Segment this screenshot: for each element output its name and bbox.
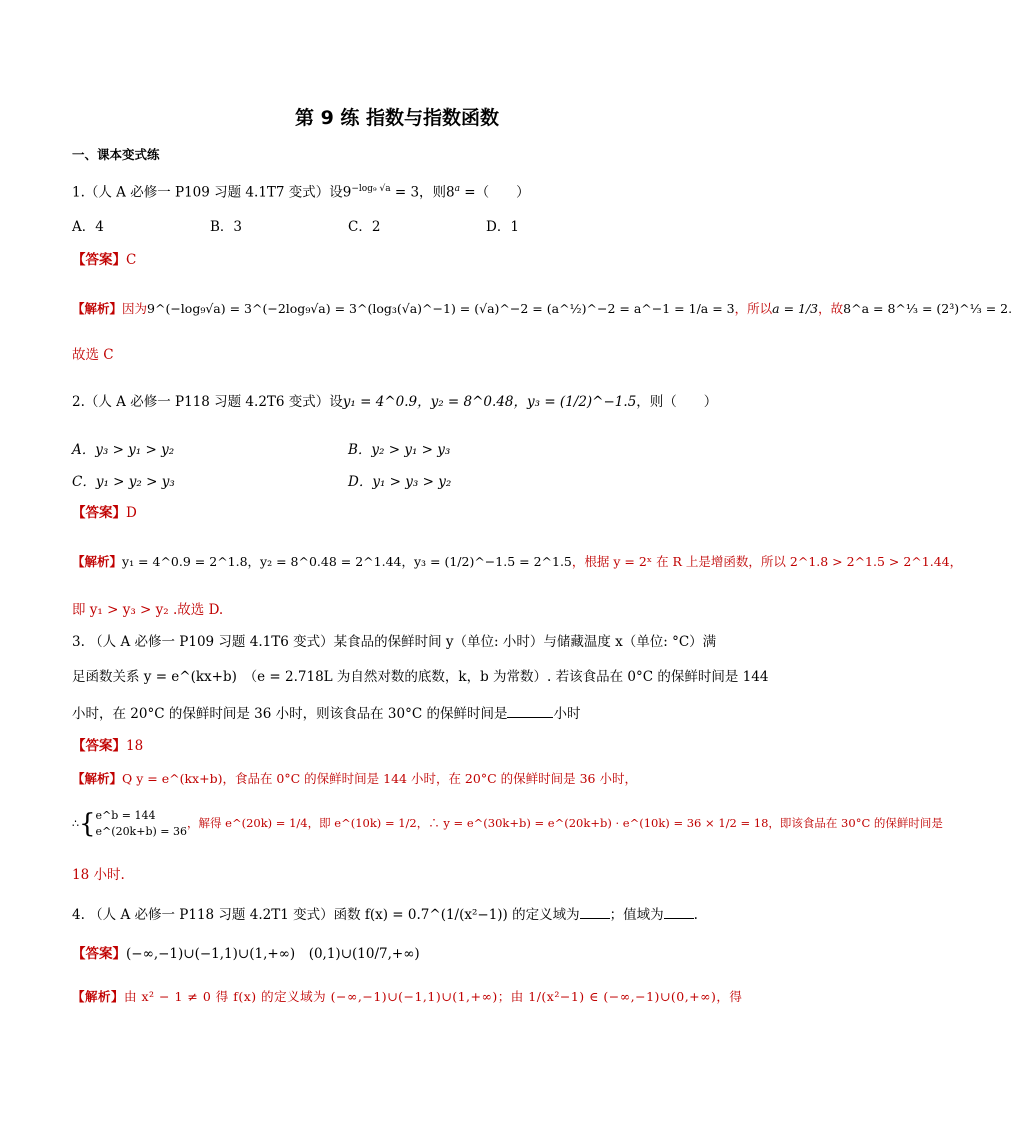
question-3-line-1: 3. （人 A 必修一 P109 习题 4.1T6 变式）某食品的保鲜时间 y（单位: 小时）与储藏温度 x（单位: °C）满 bbox=[72, 634, 717, 650]
q2-option-b: B．y₂ > y₁ > y₃ bbox=[348, 442, 451, 458]
q1-option-d: D．1 bbox=[486, 219, 519, 235]
question-2-stem: 2.（人 A 必修一 P118 习题 4.2T6 变式）设y₁ = 4^0.9，y₂ = 8^0.48，y₃ = (1/2)^−1.5，则（ ） bbox=[72, 394, 718, 410]
q4-range-blank bbox=[664, 906, 694, 919]
q1-analysis: 【解析】因为9^(−log₉√a) = 3^(−2log₉√a) = 3^(log₃(√a)^−1) = (√a)^−2 = (a^½)^−2 = a^−1 = 1/a = 3，所以a = 1/3，故8^a = 8^⅓ = (2³)^⅓ = 2. bbox=[72, 301, 1012, 316]
q1-stem-text: 1.（人 A 必修一 P109 习题 4.1T7 变式）设 bbox=[72, 184, 343, 201]
q2-analysis-conclusion: 即 y₁ > y₃ > y₂ .故选 D. bbox=[72, 602, 224, 618]
q4-domain-blank bbox=[580, 906, 610, 919]
q2-analysis: 【解析】y₁ = 4^0.9 = 2^1.8，y₂ = 8^0.48 = 2^1.44，y₃ = (1/2)^−1.5 = 2^1.5，根据 y = 2ˣ 在 R 上是增函数，所以 2^1.8 > 2^1.5 > 2^1.44， bbox=[72, 554, 963, 569]
q2-option-a: A．y₃ > y₁ > y₂ bbox=[72, 442, 175, 458]
q3-answer: 【答案】18 bbox=[72, 738, 144, 754]
q1-option-c: C．2 bbox=[348, 219, 381, 235]
q2-option-c: C．y₁ > y₂ > y₃ bbox=[72, 474, 175, 490]
q2-option-d: D．y₁ > y₃ > y₂ bbox=[348, 474, 452, 490]
q1-option-a: A．4 bbox=[72, 219, 104, 235]
q1-answer: 【答案】C bbox=[72, 252, 137, 268]
q3-analysis-line-1: 【解析】Q y = e^(kx+b)，食品在 0°C 的保鲜时间是 144 小时，在 20°C 的保鲜时间是 36 小时， bbox=[72, 771, 637, 786]
page-title: 第 9 练 指数与指数函数 bbox=[294, 107, 500, 129]
q2-answer: 【答案】D bbox=[72, 505, 137, 521]
q3-analysis-line-3: 18 小时. bbox=[72, 867, 125, 883]
q4-analysis: 【解析】由 x² − 1 ≠ 0 得 f(x) 的定义域为 (−∞,−1)∪(−1,1)∪(1,+∞)；由 1/(x²−1) ∈ (−∞,−1)∪(0,+∞)，得 bbox=[72, 989, 743, 1004]
q3-analysis-line-2: ∴{e^b = 144 e^(20k+b) = 36，解得 e^(20k) = 1/4，即 e^(10k) = 1/2，∴ y = e^(30k+b) = e^(20k+b) · e^(10k) = 36 × 1/2 = 18，即该食品在 30°C 的保鲜时间是 bbox=[72, 809, 943, 839]
section-heading: 一、课本变式练 bbox=[72, 147, 160, 162]
q1-option-b: B．3 bbox=[210, 219, 243, 235]
q3-answer-blank bbox=[507, 705, 553, 718]
question-4-stem: 4. （人 A 必修一 P118 习题 4.2T1 变式）函数 f(x) = 0.7^(1/(x²−1)) 的定义域为 ；值域为 . bbox=[72, 907, 698, 923]
question-3-line-2: 足函数关系 y = e^(kx+b) （e = 2.718L 为自然对数的底数，k，b 为常数）. 若该食品在 0°C 的保鲜时间是 144 bbox=[72, 669, 769, 685]
q1-conclusion: 故选 C bbox=[72, 347, 114, 363]
question-3-line-3: 小时，在 20°C 的保鲜时间是 36 小时，则该食品在 30°C 的保鲜时间是 小时 bbox=[72, 706, 581, 722]
q4-answer: 【答案】(−∞,−1)∪(−1,1)∪(1,+∞) (0,1)∪(10/7,+∞) bbox=[72, 946, 420, 962]
question-1-stem: 1.（人 A 必修一 P109 习题 4.1T7 变式）设$9^{-log_9 √a} = 3$，则$8^a$ =（ ） bbox=[72, 184, 530, 201]
